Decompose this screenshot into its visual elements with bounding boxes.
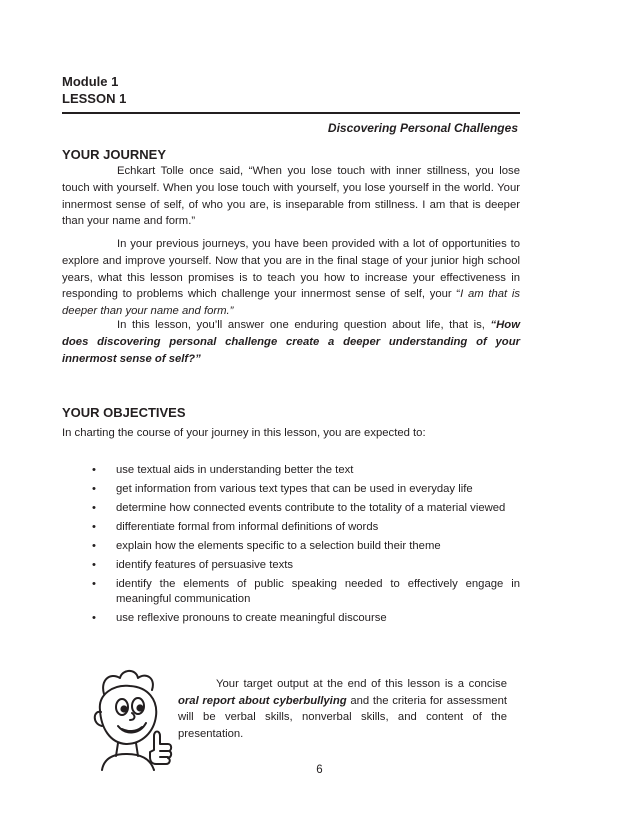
objective-text: get information from various text types that can be used in everyday life: [116, 483, 473, 495]
journey-paragraph-1: [62, 163, 520, 230]
bullet-icon: •: [92, 612, 96, 624]
thumbs-up-boy-icon: [80, 666, 175, 771]
journey-paragraph-3: [62, 317, 520, 367]
objective-text: determine how connected events contribute to the totality of a material viewed: [116, 502, 506, 514]
journey-paragraph-2-text: In your previous journeys, you have been provided with a lot of opportunities to explore and improve yourself. Now that you are in the final stage of your junior high school years, what this lesson promises is to teach you how to increase your effectiveness in responding to problems which challenge your innermost sense of self, your “: [62, 238, 520, 301]
essential-question: “How does discovering personal challenge create a deeper understanding of your innermost sense of self?”: [62, 319, 520, 365]
journey-heading: YOUR JOURNEY: [62, 147, 167, 162]
journey-paragraph-1-text: Echkart Tolle once said, “When you lose touch with inner stillness, you lose touch with yourself. When you lose touch with yourself, you lose yourself in the world. Your innermost sense of self, of who you are, is inseparable from stillness. I am that is deeper than your name and form.”: [62, 165, 520, 228]
objective-item: [62, 577, 520, 607]
header-divider: [62, 112, 520, 114]
objective-item: [62, 463, 520, 478]
bullet-icon: •: [92, 483, 96, 495]
journey-paragraph-3-text: In this lesson, you’ll answer one enduring question about life, that is,: [117, 319, 491, 331]
objective-text: use reflexive pronouns to create meaningful discourse: [116, 612, 387, 624]
objective-text: identify features of persuasive texts: [116, 559, 294, 571]
objective-text: use textual aids in understanding better the text: [116, 464, 354, 476]
module-title: Module 1: [62, 74, 119, 89]
journey-paragraph-2: [62, 236, 520, 320]
journey-quote: I am that is deeper than your name and form.”: [62, 288, 521, 318]
target-output-box: [178, 676, 507, 742]
objective-item: [62, 520, 520, 535]
bullet-icon: •: [92, 502, 96, 514]
objective-text: differentiate formal from informal definitions of words: [116, 521, 379, 533]
lesson-title: LESSON 1: [62, 91, 127, 106]
objectives-intro: In charting the course of your journey in this lesson, you are expected to:: [62, 427, 426, 439]
target-text-before: Your target output at the end of this lesson is a concise: [216, 678, 507, 690]
bullet-icon: •: [92, 521, 96, 533]
objective-item: [62, 539, 520, 554]
page-number: 6: [316, 764, 323, 776]
objective-item: [62, 501, 520, 516]
objective-text: explain how the elements specific to a selection build their theme: [116, 540, 441, 552]
objective-item: [62, 611, 520, 626]
objectives-list: [62, 463, 520, 630]
module-header: [62, 73, 126, 107]
target-emphasis: oral report about cyberbullying: [178, 694, 347, 707]
bullet-icon: •: [92, 559, 96, 571]
objective-text: identify the elements of public speaking needed to effectively engage in meaningful communication: [116, 578, 520, 605]
objective-item: [62, 482, 520, 497]
lesson-subtitle: Discovering Personal Challenges: [327, 121, 518, 135]
objective-item: [62, 558, 520, 573]
bullet-icon: •: [92, 578, 96, 590]
target-text-after: and the criteria for assessment will be verbal skills, nonverbal skills, and content of the presentation.: [178, 694, 507, 740]
objectives-heading: YOUR OBJECTIVES: [62, 405, 186, 420]
bullet-icon: •: [92, 540, 96, 552]
bullet-icon: •: [92, 464, 96, 476]
